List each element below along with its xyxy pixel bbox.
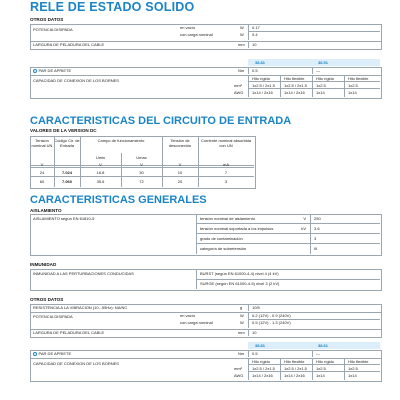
- unit-nm: Nm: [238, 351, 245, 356]
- cell: 1x14 / 2x16: [284, 90, 305, 95]
- en-vacio-label: en vacío: [180, 313, 196, 318]
- cell: 1x14: [316, 90, 325, 95]
- model-38-81: 38.81: [255, 343, 266, 348]
- table-cell: 24: [39, 170, 45, 175]
- value-vacio: 0.2 (12V) - 0.9 (240V): [252, 313, 291, 318]
- burst-value: BURST (según EN 61000-4-4) nivel 4 (4 kV): [200, 271, 279, 276]
- aislamiento-row-label: tensión nominal soportada a los impulsos: [200, 226, 274, 231]
- section-heading-entrada: CARACTERISTICAS DEL CIRCUITO DE ENTRADA: [30, 115, 292, 127]
- par-row: [33, 351, 71, 356]
- cell: 1x14 / 2x16: [252, 373, 273, 378]
- cell: 1x2.5: [316, 83, 326, 88]
- unit-g: g: [240, 305, 243, 310]
- value-carga: 0.5 (12V) - 1.3 (240V): [252, 320, 291, 325]
- cell: 1x14: [348, 90, 357, 95]
- unit-w: W: [240, 313, 244, 318]
- col-header-campo: Campo de funcionamiento: [97, 138, 145, 143]
- value-largura: 10: [252, 330, 257, 335]
- unit-awg: AWG: [234, 373, 244, 378]
- unit-awg: AWG: [234, 90, 244, 95]
- inmunidad-label: INMUNIDAD A LAS PERTURBACIONES CONDUCIDAS: [33, 271, 134, 276]
- con-carga-label: con carga nominal: [180, 320, 213, 325]
- model-38-91: 38.91: [318, 60, 329, 65]
- section-heading-otros-datos: OTROS DATOS: [30, 17, 64, 22]
- col-header-tension: Tensión nominal UN: [31, 138, 53, 148]
- hilo-rigido-header: Hilo rígido: [252, 359, 271, 364]
- capacidad-label: CAPACIDAD DE CONEXION DE LOS BORNES: [33, 78, 119, 83]
- cell: 1x2.5: [316, 366, 326, 371]
- col-header-umax: Umax: [136, 155, 147, 160]
- aislamiento-row-label: categoría de sobretensión: [200, 246, 247, 251]
- largura-label: LARGURA DE PELADURA DEL CABLE: [33, 330, 105, 335]
- table-cell: 72: [139, 179, 144, 184]
- unit: V: [303, 216, 306, 221]
- value-par: 0.5: [252, 351, 258, 356]
- par-row: [33, 68, 71, 73]
- table-cell: 10: [177, 170, 183, 175]
- potencia-label: POTENCIA DISIPADA: [33, 27, 73, 32]
- model-38-81: 38.81: [255, 60, 266, 65]
- con-carga-label: con carga nominal: [180, 32, 213, 37]
- aislamiento-label: AISLAMIENTO según EN 61810-5: [33, 216, 95, 221]
- unit-ma: mA: [223, 162, 229, 167]
- cell: 1x2.5 / 2x1.5: [252, 366, 275, 371]
- unit-mm: mm: [238, 330, 245, 335]
- table-cell: 7.024: [61, 170, 72, 175]
- value-par-2: —: [316, 351, 320, 356]
- hilo-flexible-header: Hilo flexible: [348, 359, 369, 364]
- hilo-flexible-header: Hilo flexible: [284, 359, 305, 364]
- value: III: [314, 246, 318, 251]
- par-label: PAR DE APRIETE: [38, 351, 72, 356]
- value: 3: [314, 236, 317, 241]
- unit-w: W: [240, 25, 244, 30]
- value-vibracion: 10/5: [252, 305, 260, 310]
- section-heading-otros-datos-2: OTROS DATOS: [30, 297, 64, 302]
- model-38-61: 38.61: [318, 343, 329, 348]
- hilo-rigido-header: Hilo rígido: [252, 76, 271, 81]
- hilo-rigido-header: Hilo rígido: [316, 359, 335, 364]
- value: 3.6: [314, 226, 320, 231]
- largura-label: LARGURA DE PELADURA DEL CABLE: [33, 42, 105, 47]
- cell: 1x14: [348, 373, 357, 378]
- table-cell: 3: [224, 179, 228, 184]
- section-heading-generales: CARACTERISTICAS GENERALES: [30, 194, 207, 206]
- par-label: PAR DE APRIETE: [38, 68, 72, 73]
- hilo-flexible-header: Hilo flexible: [284, 76, 305, 81]
- col-header-codigo: Código Cir. de Entrada: [54, 138, 80, 148]
- table-cell: 20: [177, 179, 183, 184]
- subheading-inmunidad: INMUNIDAD: [30, 262, 57, 267]
- cell: 1x2.5 / 2x1.5: [284, 83, 307, 88]
- cell: 1x2.5: [348, 366, 358, 371]
- unit-mm2: mm²: [234, 83, 242, 88]
- value-vacio: 0.17: [252, 25, 260, 30]
- cell: 1x14 / 2x16: [284, 373, 305, 378]
- table-cell: 7: [224, 170, 228, 175]
- table-cell: 16.8: [96, 170, 105, 175]
- table-cell: 30: [139, 170, 144, 175]
- unit-v: V: [178, 162, 182, 167]
- hilo-flexible-header: Hilo flexible: [348, 76, 369, 81]
- table-cell: 60: [39, 179, 45, 184]
- cell: 1x2.5 / 2x1.5: [252, 83, 275, 88]
- value: 250: [314, 216, 321, 221]
- potencia-label: POTENCIA DISIPADA: [33, 314, 73, 319]
- cell: 1x2.5 / 2x1.5: [284, 366, 307, 371]
- unit: kV: [301, 226, 306, 231]
- value-largura: 10: [252, 42, 257, 47]
- cell: 1x2.5: [348, 83, 358, 88]
- unit-nm: Nm: [238, 68, 245, 73]
- col-header-desconexion: Tensión de desconexión: [168, 138, 192, 148]
- screwdriver-icon: [33, 69, 37, 73]
- unit-v: V: [140, 162, 143, 167]
- value-carga: 0.4: [252, 32, 258, 37]
- cell: 1x14 / 2x16: [252, 90, 273, 95]
- value-par-2: —: [316, 68, 320, 73]
- subheading-aislamiento: AISLAMIENTO: [30, 208, 62, 213]
- aislamiento-row-label: tensión nominal de aislamiento: [200, 216, 255, 221]
- page-title: RELE DE ESTADO SOLIDO: [30, 0, 195, 14]
- unit-w: W: [240, 32, 244, 37]
- cell: 1x14: [316, 373, 325, 378]
- table-cell: 7.060: [61, 179, 72, 184]
- table-cell: 35.6: [96, 179, 105, 184]
- unit-mm: mm: [238, 42, 245, 47]
- col-header-umin: Umin: [95, 155, 106, 160]
- col-header-corriente: Corriente nominal absorbida con UN: [200, 138, 252, 148]
- subheading-version-dc: VALORES DE LA VERSION DC: [30, 128, 97, 133]
- unit-mm2: mm²: [234, 366, 242, 371]
- screwdriver-icon: [33, 352, 37, 356]
- capacidad-label: CAPACIDAD DE CONEXION DE LOS BORNES: [33, 361, 119, 366]
- vibracion-label: RESISTENCIA A LA VIBRACION (10...55Hz): NA/NC: [33, 305, 128, 310]
- unit-v: V: [99, 162, 102, 167]
- surge-value: SURGE (según EN 61000-4-5) nivel 3 (2 kV): [200, 281, 280, 286]
- unit-v: V: [40, 162, 44, 167]
- hilo-rigido-header: Hilo rígido: [316, 76, 335, 81]
- value-par: 0.5: [252, 68, 258, 73]
- unit-w: W: [240, 320, 244, 325]
- en-vacio-label: en vacío: [180, 25, 196, 30]
- aislamiento-row-label: grado de contaminación: [200, 236, 243, 241]
